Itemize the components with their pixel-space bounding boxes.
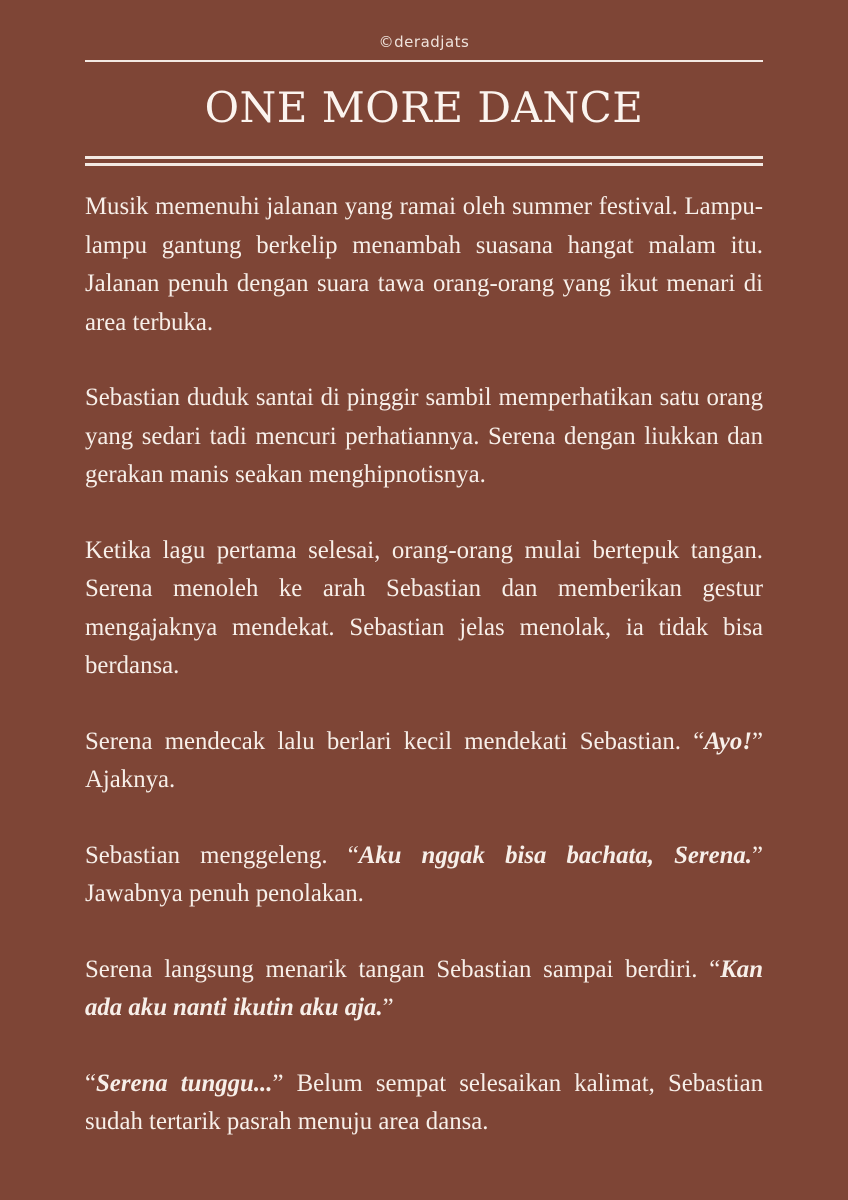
story-title: ONE MORE DANCE xyxy=(204,83,644,132)
open-quote: “ xyxy=(85,1069,97,1097)
close-quote: ” xyxy=(751,841,763,869)
narration: Serena langsung menarik tangan Sebastian sampai berdiri. xyxy=(85,955,710,983)
story-body xyxy=(85,188,763,1179)
page xyxy=(85,0,763,1200)
dialogue: Aku nggak bisa bachata, Serena. xyxy=(358,841,752,869)
paragraph-4 xyxy=(85,723,763,800)
narration: Ajaknya. xyxy=(85,766,176,793)
dialogue: Kan ada aku nanti ikutin aku aja. xyxy=(85,955,763,1021)
open-quote: “ xyxy=(693,727,705,755)
dialogue: Serena tunggu... xyxy=(96,1069,273,1097)
open-quote: “ xyxy=(709,955,721,983)
paragraph-5 xyxy=(85,837,763,914)
open-quote: “ xyxy=(347,841,359,869)
paragraph-1: Musik memenuhi jalanan yang ramai oleh summer festival. Lampu-lampu gantung berkelip menambah suasana hangat malam itu. Jalanan penuh dengan suara tawa orang-orang yang ikut menari di area terbuka. xyxy=(85,193,763,336)
paragraph-6 xyxy=(85,951,763,1028)
narration: Belum sempat selesaikan kalimat, Sebastian sudah tertarik pasrah menuju area dansa. xyxy=(85,1069,763,1135)
title-double-divider-lower xyxy=(85,163,763,166)
narration: Sebastian menggeleng. xyxy=(85,841,348,869)
author-credit: ©deradjats xyxy=(378,33,470,51)
title-double-divider-upper xyxy=(85,156,763,159)
top-divider xyxy=(85,60,763,62)
narration: Jawabnya penuh penolakan. xyxy=(85,880,364,907)
narration: Serena mendecak lalu berlari kecil mendekati Sebastian. xyxy=(85,727,694,755)
close-quote: ” xyxy=(751,727,763,755)
dialogue: Ayo! xyxy=(704,727,752,755)
close-quote: ” xyxy=(382,994,394,1021)
paragraph-2: Sebastian duduk santai di pinggir sambil memperhatikan satu orang yang sedari tadi mencuri perhatiannya. Serena dengan liukkan dan gerakan manis seakan menghipnotisnya. xyxy=(85,384,763,488)
paragraph-3: Ketika lagu pertama selesai, orang-orang mulai bertepuk tangan. Serena menoleh ke arah Sebastian dan memberikan gestur mengajaknya mendekat. Sebastian jelas menolak, ia tidak bisa berdansa. xyxy=(85,536,763,679)
paragraph-7 xyxy=(85,1065,763,1142)
close-quote: ” xyxy=(272,1069,284,1097)
